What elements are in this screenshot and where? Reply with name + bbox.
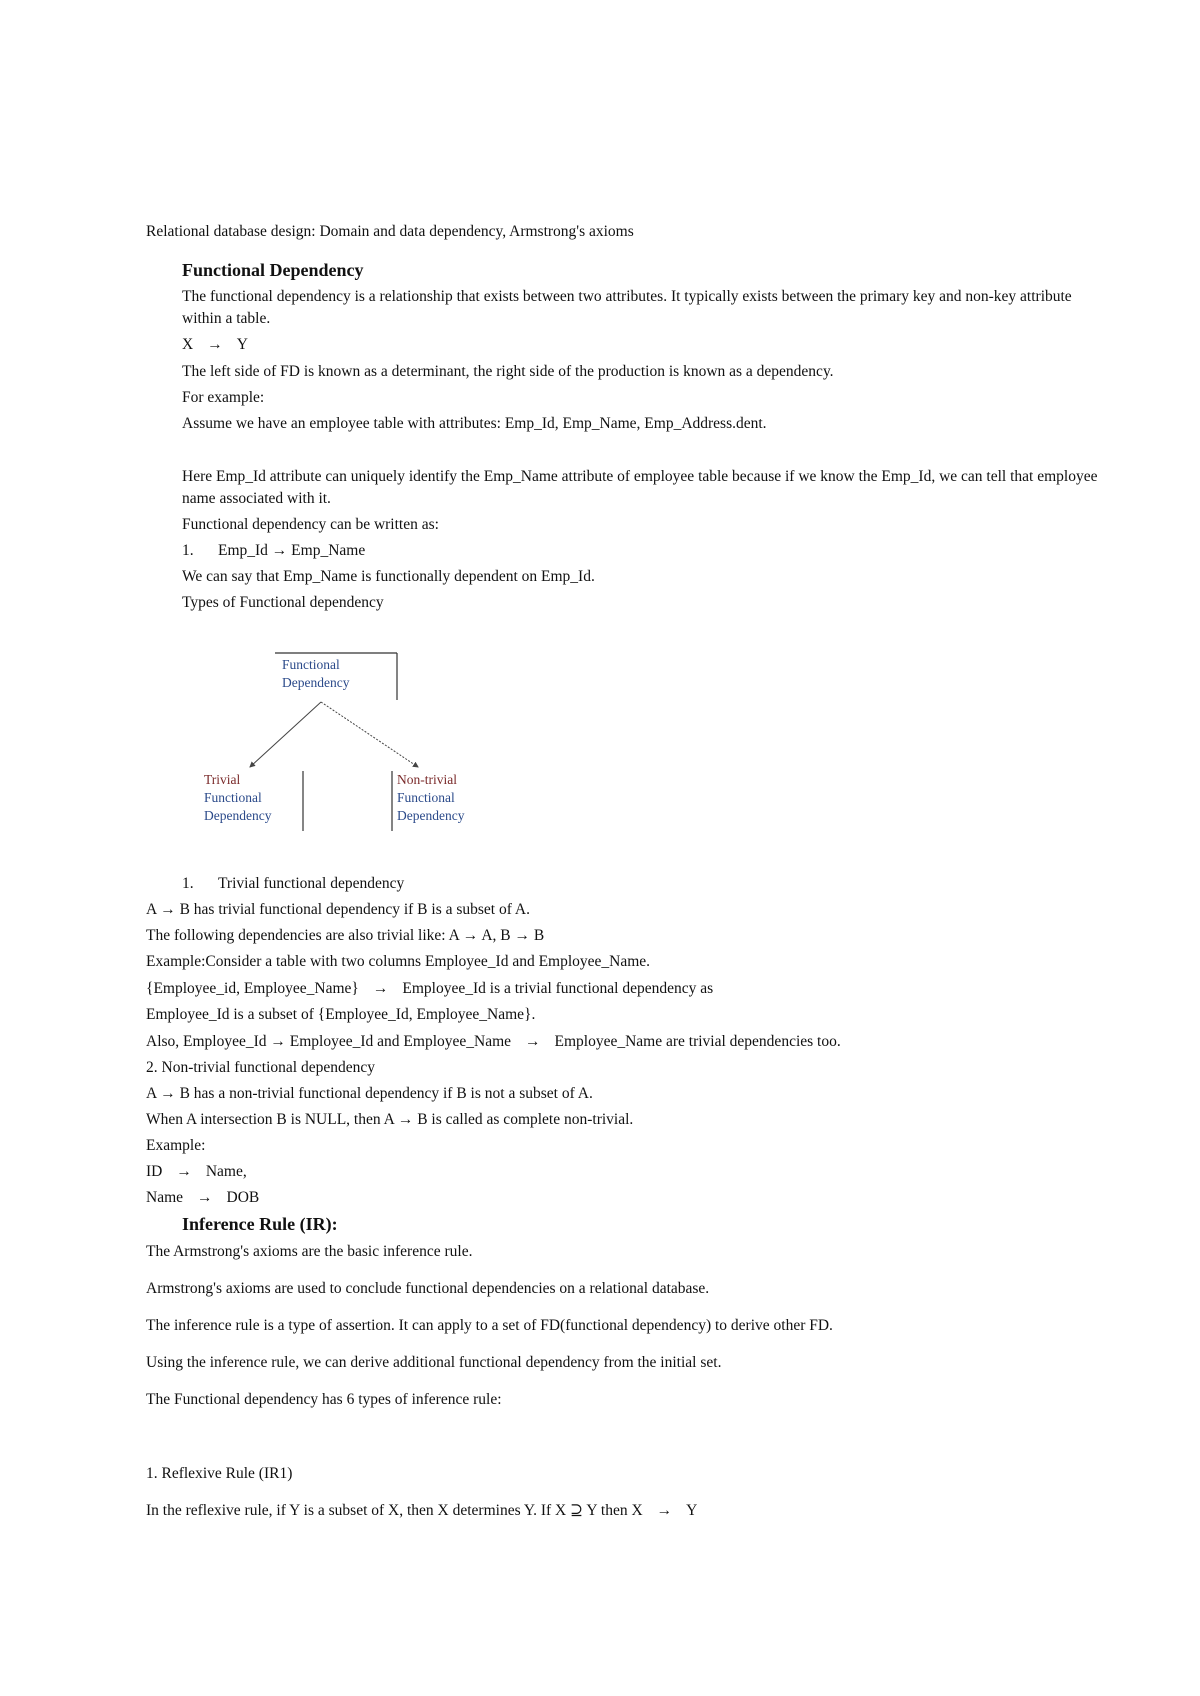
diagram-root-label-1: Functional	[282, 657, 340, 672]
fd-list-item-1	[182, 541, 365, 561]
arrow-icon: →	[525, 1033, 541, 1050]
fd-for-example: For example:	[182, 389, 265, 406]
diagram-left-node	[204, 771, 303, 831]
list-number: 1.	[182, 875, 194, 892]
list-item-text: Emp_Id → Emp_Name	[218, 542, 366, 559]
reflexive-rule-text-left: In the reflexive rule, if Y is a subset of X, then X determines Y. If X ⊇ Y then X	[146, 1502, 643, 1519]
diagram-right-node	[392, 771, 465, 831]
section-heading-functional-dependency: Functional Dependency	[182, 260, 364, 280]
trivial-line-6-left: Also, Employee_Id → Employee_Id and Employee_Name	[146, 1033, 512, 1050]
trivial-line-2: The following dependencies are also trivial like: A → A, B → B	[146, 927, 545, 944]
trivial-line-3: Example:Consider a table with two columns Employee_Id and Employee_Name.	[146, 953, 651, 970]
page-title: Relational database design: Domain and data dependency, Armstrong's axioms	[146, 223, 634, 240]
nontrivial-heading: 2. Non-trivial functional dependency	[146, 1059, 375, 1076]
nontrivial-line-2: When A intersection B is NULL, then A → B is called as complete non-trivial.	[146, 1111, 634, 1128]
trivial-heading	[182, 874, 404, 894]
trivial-line-4-right: Employee_Id is a trivial functional dependency as	[402, 980, 714, 997]
fd-types-diagram	[190, 650, 490, 840]
nontrivial-example-2	[146, 1188, 259, 1208]
nontrivial-example-1	[146, 1162, 247, 1182]
fd-we-can-say: We can say that Emp_Name is functionally dependent on Emp_Id.	[182, 568, 595, 585]
nontrivial-line-1: A → B has a non-trivial functional dependency if B is not a subset of A.	[146, 1085, 593, 1102]
diagram-root-label-2: Dependency	[282, 675, 350, 690]
list-number: 1.	[182, 542, 194, 559]
diagram-left-label-2: Functional	[204, 790, 262, 805]
trivial-line-4-left: {Employee_id, Employee_Name}	[146, 980, 359, 997]
diagram-right-label-1: Non-trivial	[397, 772, 457, 787]
diagram-left-label-3: Dependency	[204, 808, 272, 823]
diagram-right-label-3: Dependency	[397, 808, 465, 823]
diagram-root-box	[275, 653, 397, 700]
example-1-right: Name,	[205, 1163, 247, 1180]
ir-paragraph-1: The Armstrong's axioms are the basic inference rule.	[146, 1243, 473, 1260]
notation-left: X	[182, 336, 194, 353]
example-1-left: ID	[146, 1163, 163, 1180]
diagram-arrow-left	[250, 702, 321, 767]
trivial-line-6	[146, 1032, 841, 1052]
diagram-left-label-1: Trivial	[204, 772, 241, 787]
trivial-line-1: A → B has trivial functional dependency if B is a subset of A.	[146, 901, 530, 918]
ir-paragraph-4: Using the inference rule, we can derive additional functional dependency from the initial set.	[146, 1354, 722, 1371]
arrow-icon: →	[372, 980, 389, 997]
fd-notation	[182, 335, 248, 355]
arrow-icon: →	[176, 1163, 192, 1180]
example-2-left: Name	[146, 1189, 184, 1206]
reflexive-rule-heading: 1. Reflexive Rule (IR1)	[146, 1465, 293, 1482]
reflexive-rule-text	[146, 1501, 697, 1521]
section-heading-inference-rule: Inference Rule (IR):	[182, 1214, 338, 1234]
trivial-line-5: Employee_Id is a subset of {Employee_Id, Employee_Name}.	[146, 1006, 536, 1023]
trivial-line-6-right: Employee_Name are trivial dependencies too.	[554, 1033, 841, 1050]
ir-paragraph-3: The inference rule is a type of assertion. It can apply to a set of FD(functional dependency) to derive other FD.	[146, 1317, 833, 1334]
diagram-right-label-2: Functional	[397, 790, 455, 805]
arrow-icon: →	[656, 1502, 673, 1519]
trivial-heading-text: Trivial functional dependency	[218, 875, 405, 892]
ir-paragraph-2: Armstrong's axioms are used to conclude functional dependencies on a relational database.	[146, 1280, 710, 1297]
arrow-icon: →	[197, 1189, 213, 1206]
fd-determinant-text: The left side of FD is known as a determinant, the right side of the production is known as a dependency.	[182, 363, 834, 380]
fd-assume-text: Assume we have an employee table with attributes: Emp_Id, Emp_Name, Emp_Address.dent.	[182, 415, 767, 432]
reflexive-rule-text-right: Y	[686, 1502, 698, 1519]
nontrivial-example-label: Example:	[146, 1137, 206, 1154]
diagram-arrow-right	[321, 702, 418, 767]
notation-right: Y	[236, 336, 248, 353]
fd-types-heading: Types of Functional dependency	[182, 594, 384, 611]
fd-intro-paragraph: The functional dependency is a relationship that exists between two attributes. It typically exists between the primary key and non-key attribute within a table.	[182, 288, 1072, 327]
arrow-icon: →	[207, 336, 223, 353]
trivial-line-4	[146, 979, 713, 999]
ir-paragraph-5: The Functional dependency has 6 types of inference rule:	[146, 1391, 502, 1408]
fd-written-as: Functional dependency can be written as:	[182, 516, 439, 533]
example-2-right: DOB	[226, 1189, 260, 1206]
fd-here-paragraph: Here Emp_Id attribute can uniquely identify the Emp_Name attribute of employee table because if we know the Emp_Id, we can tell that employee name associated with it.	[182, 468, 1098, 507]
